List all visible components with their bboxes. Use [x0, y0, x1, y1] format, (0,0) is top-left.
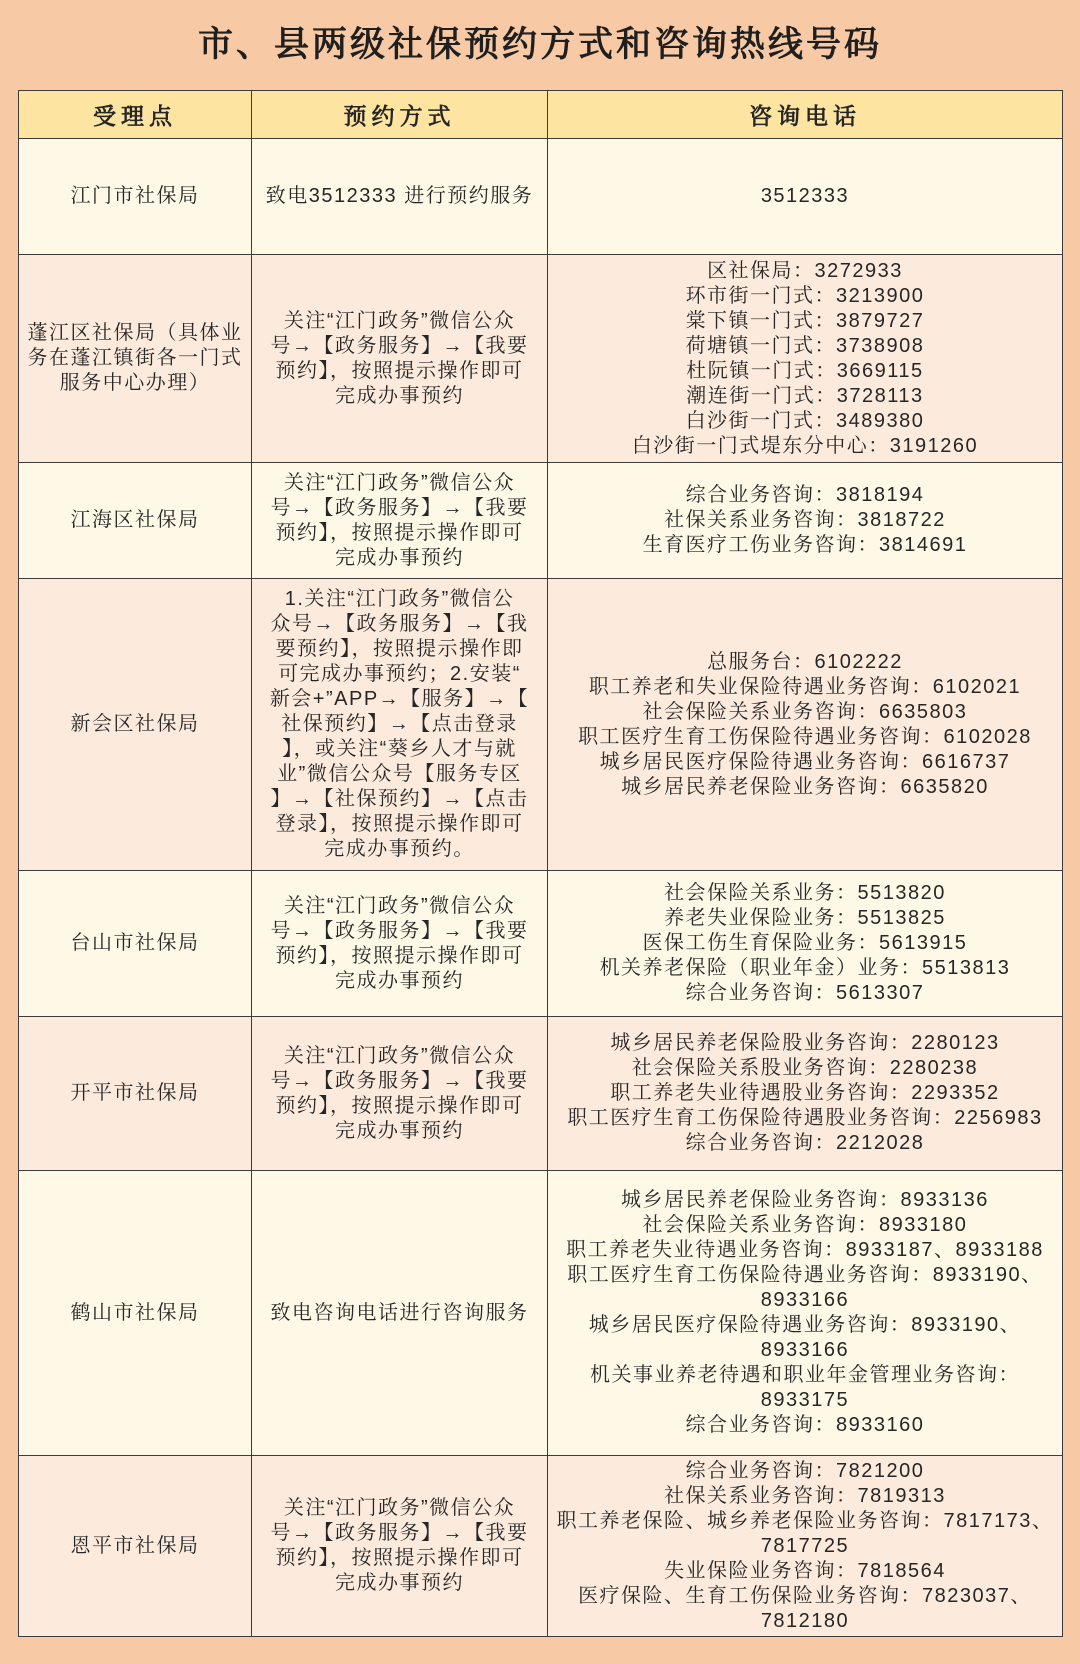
office-cell: [19, 579, 252, 871]
office-name-line: 蓬江区社保局（具体业: [27, 322, 243, 344]
appointment-method-cell: [252, 1456, 548, 1637]
consultation-phone-cell: [548, 255, 1063, 463]
appointment-method-cell: [252, 463, 548, 579]
consultation-phone-line: 综合业务咨询：3818194: [685, 484, 925, 506]
office-name-line: 服务中心办理）: [59, 372, 211, 394]
appointment-method-line: 可完成办事预约；2.安装“: [278, 663, 521, 685]
appointment-method-cell: [252, 579, 548, 871]
appointment-method-line: 关注“江门政务”微信公众: [283, 1044, 516, 1067]
consultation-phone-line: 棠下镇一门式：3879727: [685, 309, 925, 332]
appointment-method-line: 】→【社保预约】→【点击: [270, 788, 529, 810]
office-cell: [19, 463, 252, 579]
office-name: [71, 931, 200, 956]
consultation-phone-line: 社保关系业务咨询：7819313: [664, 1484, 946, 1507]
consultation-phone-line: 总服务台：6102222: [707, 650, 903, 673]
consultation-phone-line: 综合业务咨询：8933160: [685, 1414, 925, 1436]
table-row: [19, 139, 1063, 255]
consultation-phone-line: 职工医疗生育工伤保险待遇股业务咨询：2256983: [567, 1107, 1043, 1129]
appointment-method: [271, 471, 529, 571]
appointment-method-line: 关注“江门政务”微信公众: [283, 309, 516, 332]
consultation-phone-line: 医保工伤生育保险业务：5613915: [642, 932, 968, 954]
page-title: 市、县两级社保预约方式和咨询热线号码: [197, 25, 882, 64]
office-name: [71, 1301, 200, 1326]
appointment-method-line: 号→【政务服务】→【我要: [270, 919, 529, 942]
office-cell: [19, 871, 252, 1017]
office-name-line: 务在蓬江镇街各一门式: [27, 347, 243, 369]
consultation-phones: [643, 483, 968, 558]
consultation-phone-line: 社会保险关系业务：5513820: [664, 882, 946, 904]
table-row: [19, 871, 1063, 1017]
consultation-phone-cell: [548, 871, 1063, 1017]
consultation-phone-line: 社会保险关系业务咨询：6635803: [642, 700, 968, 723]
consultation-phone-line: 荷塘镇一门式：3738908: [685, 334, 925, 357]
appointment-method-line: 关注“江门政务”微信公众: [283, 471, 516, 494]
appointment-method-line: 众号→【政务服务】→【我: [270, 613, 529, 635]
consultation-phone-cell: [548, 579, 1063, 871]
office-name: [71, 508, 200, 533]
consultation-phone-line: 城乡居民养老保险业务咨询：6635820: [621, 775, 989, 798]
consultation-phone-line: 8933166: [760, 1339, 850, 1361]
consultation-phone-line: 社会保险关系股业务咨询：2280238: [631, 1057, 979, 1079]
appointment-method-line: 号→【政务服务】→【我要: [270, 1522, 529, 1544]
office-name: [28, 321, 243, 396]
table-row: [19, 1171, 1063, 1456]
office-name: [71, 1081, 200, 1106]
consultation-phone-line: 城乡居民医疗保险待遇业务咨询：8933190、: [588, 1314, 1022, 1336]
office-name-line: 开平市社保局: [70, 1082, 200, 1104]
appointment-method: [270, 587, 529, 862]
appointment-method-cell: [252, 871, 548, 1017]
consultation-phones: [557, 1459, 1054, 1634]
appointment-method-cell: [252, 1017, 548, 1171]
consultation-phone-cell: [548, 1456, 1063, 1637]
appointment-method-cell: [252, 139, 548, 255]
office-name: [71, 1534, 200, 1559]
appointment-method-line: 1.关注“江门政务”微信公: [284, 588, 515, 610]
consultation-phone-line: 职工养老失业待遇股业务咨询：2293352: [610, 1082, 1000, 1104]
appointment-method-line: 完成办事预约: [335, 546, 464, 569]
appointment-method-cell: [252, 255, 548, 463]
appointment-method: [266, 184, 533, 209]
consultation-phones: [600, 881, 1011, 1006]
appointment-method-line: 预约】，按照提示操作即可: [275, 1094, 524, 1117]
office-name-line: 恩平市社保局: [70, 1534, 200, 1557]
consultation-phone-line: 综合业务咨询：7821200: [685, 1459, 925, 1482]
consultation-phone-line: 综合业务咨询：5613307: [685, 982, 925, 1004]
office-name: [71, 184, 200, 209]
table-row: [19, 1456, 1063, 1637]
consultation-phone-line: 7812180: [760, 1609, 850, 1632]
office-name-line: 新会区社保局: [70, 713, 200, 735]
office-cell: [19, 1171, 252, 1456]
office-name-line: 江海区社保局: [70, 509, 200, 531]
consultation-phone-line: 职工养老和失业保险待遇业务咨询：6102021: [588, 675, 1022, 698]
consultation-phones: [578, 650, 1032, 800]
consultation-phones: [566, 1188, 1044, 1438]
consultation-phone-line: 城乡居民医疗保险待遇业务咨询：6616737: [599, 750, 1011, 773]
consultation-phone-line: 社保关系业务咨询：3818722: [664, 509, 946, 531]
office-name-line: 鹤山市社保局: [70, 1301, 200, 1324]
appointment-method-line: 完成办事预约: [335, 1572, 464, 1594]
appointment-method-line: 致电3512333 进行预约服务: [265, 185, 534, 207]
consultation-phone-line: 杜阮镇一门式：3669115: [686, 359, 924, 382]
table-row: [19, 1017, 1063, 1171]
table-row: [19, 579, 1063, 871]
table-header-row: [19, 91, 1063, 139]
consultation-phone-cell: [548, 1171, 1063, 1456]
consultation-phone-line: 生育医疗工伤业务咨询：3814691: [642, 534, 968, 556]
appointment-method: [271, 1301, 529, 1326]
appointment-method-line: 完成办事预约: [335, 1119, 464, 1142]
consultation-phone-line: 社会保险关系业务咨询：8933180: [642, 1214, 968, 1236]
appointment-method-line: 关注“江门政务”微信公众: [283, 894, 516, 917]
consultation-phone-line: 白沙街一门式：3489380: [685, 409, 925, 432]
appointment-method: [271, 1044, 529, 1144]
appointment-method-line: 预约】，按照提示操作即可: [275, 1547, 524, 1569]
consultation-phone-line: 城乡居民养老保险股业务咨询：2280123: [610, 1032, 1000, 1054]
consultation-phone-line: 医疗保险、生育工伤保险业务咨询：7823037、: [578, 1584, 1032, 1607]
consultation-phones: [567, 1031, 1042, 1156]
appointment-method-line: 社保预约】→【点击登录: [281, 713, 518, 735]
office-cell: [19, 255, 252, 463]
hotline-table: [18, 90, 1063, 1637]
table-row: [19, 463, 1063, 579]
appointment-method-line: 预约】，按照提示操作即可: [275, 944, 524, 967]
office-name-line: 台山市社保局: [70, 932, 200, 954]
consultation-phone-cell: [548, 139, 1063, 255]
consultation-phone-line: 综合业务咨询：2212028: [685, 1132, 925, 1154]
consultation-phone-line: 机关养老保险（职业年金）业务：5513813: [599, 957, 1011, 979]
appointment-method-line: 新会+”APP→【服务】→【: [269, 688, 530, 710]
appointment-method-line: 完成办事预约: [335, 969, 464, 992]
office-cell: [19, 139, 252, 255]
consultation-phone-line: 职工养老保险、城乡养老保险业务咨询：7817173、: [556, 1509, 1054, 1532]
appointment-method-line: 号→【政务服务】→【我要: [270, 1069, 529, 1092]
office-cell: [19, 1017, 252, 1171]
appointment-method-line: 完成办事预约。: [324, 838, 475, 860]
appointment-method-line: 】，或关注“葵乡人才与就: [282, 738, 517, 760]
consultation-phone-line: 机关事业养老待遇和职业年金管理业务咨询：: [589, 1364, 1020, 1386]
column-header-consultation-phone: 咨询电话: [548, 91, 1063, 139]
consultation-phone-cell: [548, 463, 1063, 579]
consultation-phone-line: 8933166: [760, 1289, 850, 1311]
appointment-method-line: 致电咨询电话进行咨询服务: [270, 1301, 529, 1324]
office-name: [71, 712, 200, 737]
consultation-phone-line: 白沙街一门式堤东分中心：3191260: [631, 434, 979, 457]
consultation-phone-line: 城乡居民养老保险业务咨询：8933136: [621, 1189, 989, 1211]
consultation-phones: [761, 184, 849, 209]
consultation-phones: [632, 259, 978, 459]
appointment-method-line: 关注“江门政务”微信公众: [283, 1497, 516, 1519]
consultation-phone-line: 职工医疗生育工伤保险待遇业务咨询：8933190、: [567, 1264, 1043, 1286]
appointment-method-line: 要预约】，按照提示操作即: [275, 638, 524, 660]
appointment-method-line: 号→【政务服务】→【我要: [270, 496, 529, 519]
consultation-phone-line: 养老失业保险业务：5513825: [664, 907, 946, 929]
consultation-phone-line: 区社保局：3272933: [707, 259, 903, 282]
appointment-method: [271, 1496, 529, 1596]
consultation-phone-cell: [548, 1017, 1063, 1171]
column-header-appointment-method: 预约方式: [252, 91, 548, 139]
consultation-phone-line: 职工养老失业待遇业务咨询：8933187、8933188: [566, 1239, 1044, 1261]
office-name-line: 江门市社保局: [70, 185, 200, 207]
consultation-phone-line: 职工医疗生育工伤保险待遇业务咨询：6102028: [578, 725, 1032, 748]
column-header-office: 受理点: [19, 91, 252, 139]
consultation-phone-line: 3512333: [760, 185, 850, 207]
consultation-phone-line: 8933175: [760, 1389, 850, 1411]
appointment-method-line: 号→【政务服务】→【我要: [270, 334, 529, 357]
office-cell: [19, 1456, 252, 1637]
appointment-method: [271, 894, 529, 994]
consultation-phone-line: 失业保险业务咨询：7818564: [664, 1559, 946, 1582]
consultation-phone-line: 潮连街一门式：3728113: [686, 384, 924, 407]
appointment-method-line: 业”微信公众号【服务专区: [277, 763, 522, 785]
appointment-method-cell: [252, 1171, 548, 1456]
appointment-method-line: 完成办事预约: [335, 384, 464, 407]
consultation-phone-line: 7817725: [760, 1534, 850, 1557]
appointment-method-line: 预约】，按照提示操作即可: [275, 359, 524, 382]
consultation-phone-line: 环市街一门式：3213900: [685, 284, 925, 307]
appointment-method: [271, 309, 529, 409]
appointment-method-line: 登录】，按照提示操作即可: [275, 813, 524, 835]
appointment-method-line: 预约】，按照提示操作即可: [275, 521, 524, 544]
table-row: [19, 255, 1063, 463]
